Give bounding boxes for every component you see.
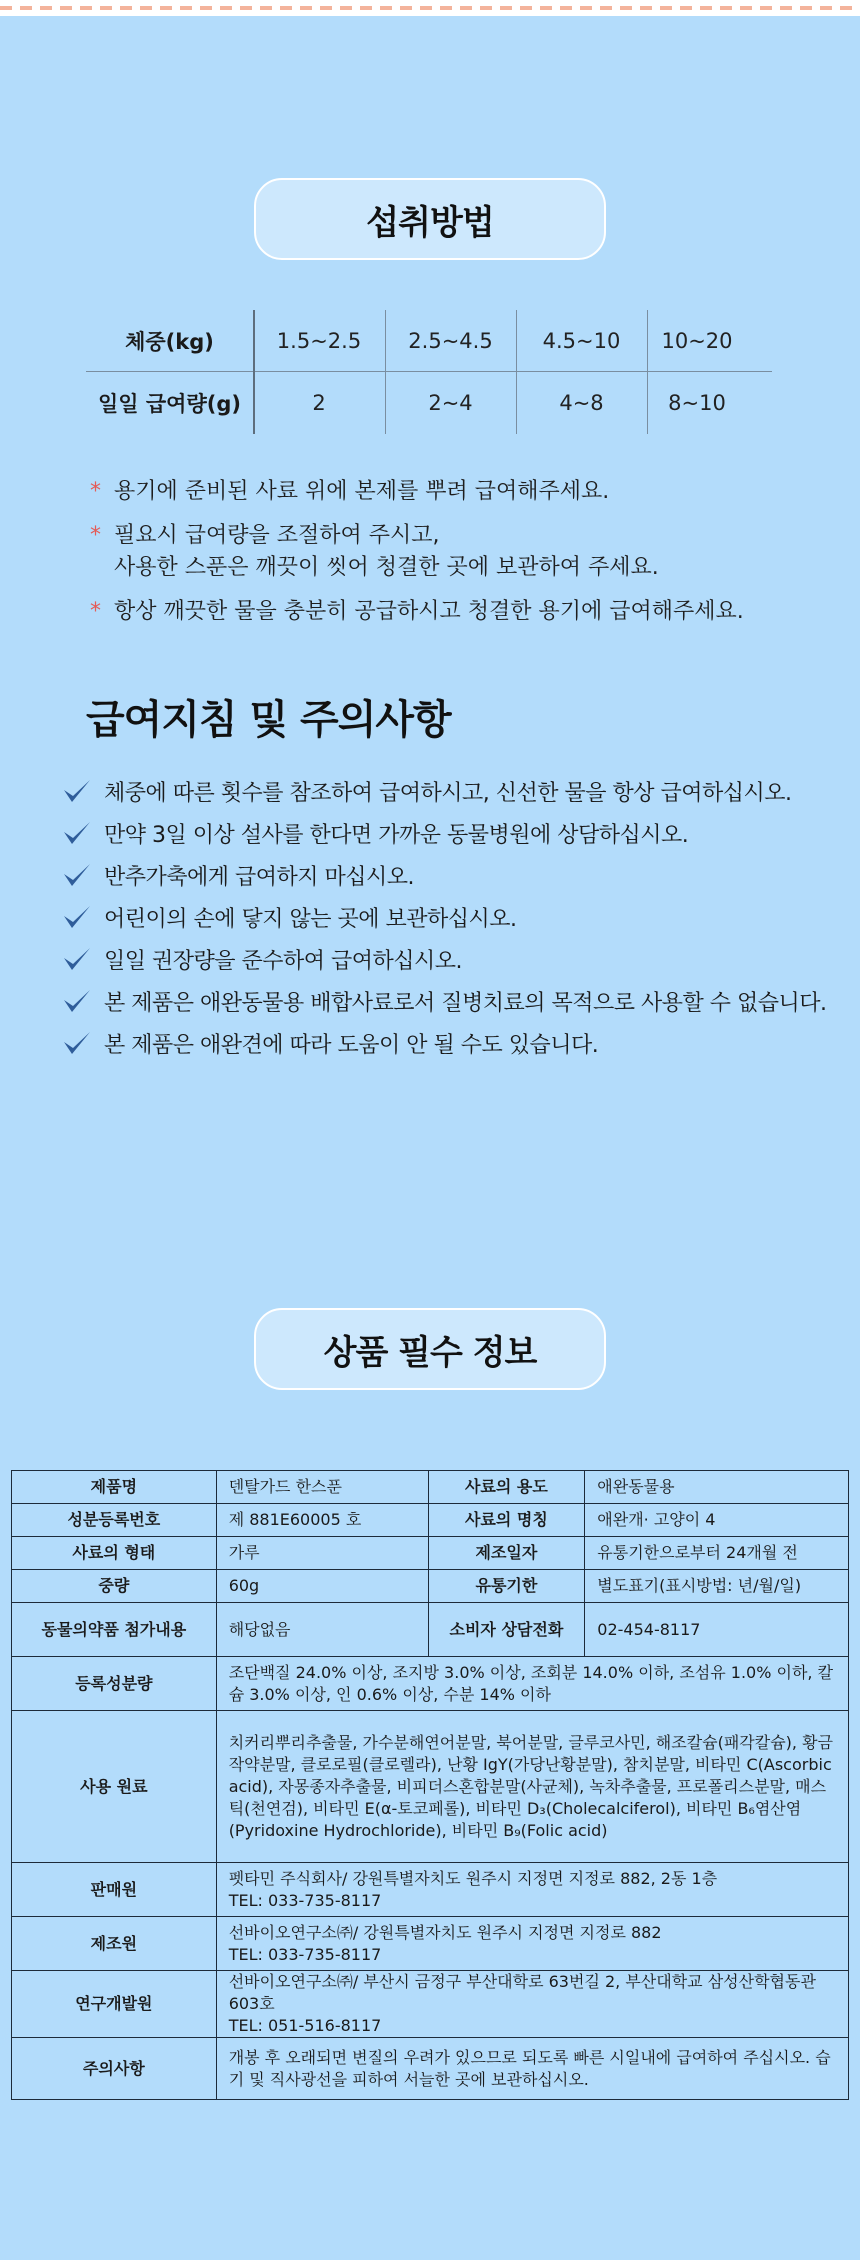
rnd-label: 연구개발원 xyxy=(12,1971,217,2038)
usage-value: 애완동물용 xyxy=(585,1471,849,1504)
table-row xyxy=(12,1603,849,1657)
table-divider xyxy=(385,310,386,434)
seller-label: 판매원 xyxy=(12,1863,217,1917)
seller-address: 펫타민 주식회사/ 강원특별자치도 원주시 지정면 지정로 882, 2동 1층 xyxy=(228,1868,718,1888)
product-name-value: 덴탈가드 한스푼 xyxy=(216,1471,428,1504)
table-row xyxy=(12,1657,849,1711)
guideline-text: 일일 권장량을 준수하여 급여하십시오. xyxy=(104,948,463,974)
guideline-text: 본 제품은 애완견에 따라 도움이 안 될 수도 있습니다. xyxy=(104,1032,599,1058)
table-row xyxy=(12,1971,849,2038)
drug-value: 해당없음 xyxy=(216,1603,428,1657)
weight-label: 중량 xyxy=(12,1570,217,1603)
guideline-text: 어린이의 손에 닿지 않는 곳에 보관하십시오. xyxy=(104,906,517,932)
checkmark-icon xyxy=(62,944,92,974)
guideline-item xyxy=(62,770,842,812)
amount-cell: 8~10 xyxy=(668,391,726,415)
info-title: 상품 필수 정보 xyxy=(254,1308,606,1390)
table-row xyxy=(12,1504,849,1537)
table-divider xyxy=(647,310,648,434)
form-value: 가루 xyxy=(216,1537,428,1570)
asterisk-icon: * xyxy=(90,479,101,504)
feed-name-value: 애완개· 고양이 4 xyxy=(585,1504,849,1537)
maker-tel: TEL: 033-735-8117 xyxy=(228,1944,382,1964)
note-line: 용기에 준비된 사료 위에 본제를 뿌려 급여해주세요. xyxy=(114,479,610,504)
note-item xyxy=(90,596,830,628)
checkmark-icon xyxy=(62,860,92,890)
ingredients-value: 치커리뿌리추출물, 가수분해연어분말, 북어분말, 글루코사민, 해조칼슘(패각칼슘), 황금작약분말, 클로로필(클로렐라), 난황 IgY(가당난황분말), 참치분말, 비타민 C(Ascorbic acid), 자몽종자추출물, 비피더스혼합분말(사균체), 녹차추출물, 프로폴리스분말, 매스틱(천연검), 비타민 E(α-토코페롤), 비타민 D₃(Cholecalciferol), 비타민 B₆염산염(Pyridoxine Hydrochloride), 비타민 B₉(Folic acid) xyxy=(216,1711,848,1863)
rnd-value xyxy=(216,1971,848,2038)
rnd-tel: TEL: 051-516-8117 xyxy=(228,2016,382,2035)
expiry-label: 유통기한 xyxy=(428,1570,585,1603)
amount-label: 일일 급여량(g) xyxy=(98,392,241,416)
table-row xyxy=(12,1537,849,1570)
guideline-text: 체중에 따른 횟수를 참조하여 급여하시고, 신선한 물을 항상 급여하십시오. xyxy=(104,780,792,806)
product-info-table xyxy=(11,1470,849,2100)
guideline-list xyxy=(62,770,842,1064)
drug-label: 동물의약품 첨가내용 xyxy=(12,1603,217,1657)
consumer-value: 02-454-8117 xyxy=(585,1603,849,1657)
note-item xyxy=(90,476,830,508)
top-dashed-border xyxy=(0,0,860,16)
caution-value: 개봉 후 오래되면 변질의 우려가 있으므로 되도록 빠른 시일내에 급여하여 주십시오. 습기 및 직사광선을 피하여 서늘한 곳에 보관하십시오. xyxy=(216,2038,848,2100)
guideline-item xyxy=(62,980,842,1022)
guideline-item xyxy=(62,812,842,854)
table-row xyxy=(12,1863,849,1917)
checkmark-icon xyxy=(62,776,92,806)
checkmark-icon xyxy=(62,818,92,848)
reg-label: 성분등록번호 xyxy=(12,1504,217,1537)
ingredients-label: 사용 원료 xyxy=(12,1711,217,1863)
table-row xyxy=(12,1570,849,1603)
consumer-label: 소비자 상담전화 xyxy=(428,1603,585,1657)
rnd-address: 선바이오연구소㈜/ 부산시 금정구 부산대학로 63번길 2, 부산대학교 삼성산학협동관 603호 xyxy=(228,1972,816,2013)
feed-name-label: 사료의 명칭 xyxy=(428,1504,585,1537)
guideline-item xyxy=(62,1022,842,1064)
note-item xyxy=(90,520,830,584)
checkmark-icon xyxy=(62,986,92,1016)
composition-label: 등록성분량 xyxy=(12,1657,217,1711)
usage-label: 사료의 용도 xyxy=(428,1471,585,1504)
weight-label: 체중(kg) xyxy=(125,329,214,354)
intake-title: 섭취방법 xyxy=(254,178,606,260)
note-line: 항상 깨끗한 물을 충분히 공급하시고 청결한 용기에 급여해주세요. xyxy=(114,599,744,624)
amount-cell: 2 xyxy=(312,391,326,415)
asterisk-icon: * xyxy=(90,523,101,548)
note-line: 필요시 급여량을 조절하여 주시고, xyxy=(114,523,440,548)
guideline-item xyxy=(62,896,842,938)
table-row xyxy=(12,2038,849,2100)
dashed-line xyxy=(0,6,860,10)
reg-value: 제 881E60005 호 xyxy=(216,1504,428,1537)
amount-cell: 4~8 xyxy=(559,391,604,415)
maker-value xyxy=(216,1917,848,1971)
maker-address: 선바이오연구소㈜/ 강원특별자치도 원주시 지정면 지정로 882 xyxy=(228,1922,662,1942)
checkmark-icon xyxy=(62,1028,92,1058)
weight-cell: 10~20 xyxy=(661,328,733,353)
table-divider xyxy=(516,310,517,434)
amount-cell: 2~4 xyxy=(428,391,473,415)
mfg-date-value: 유통기한으로부터 24개월 전 xyxy=(585,1537,849,1570)
maker-label: 제조원 xyxy=(12,1917,217,1971)
caution-label: 주의사항 xyxy=(12,2038,217,2100)
weight-cell: 2.5~4.5 xyxy=(408,328,493,353)
intake-notes xyxy=(90,476,830,640)
guide-title: 급여지침 및 주의사항 xyxy=(86,697,451,743)
table-row xyxy=(12,1917,849,1971)
seller-value xyxy=(216,1863,848,1917)
weight-row xyxy=(86,310,772,372)
table-row xyxy=(12,1471,849,1504)
table-divider xyxy=(253,310,255,434)
feeding-table xyxy=(86,310,772,434)
weight-cell: 1.5~2.5 xyxy=(276,328,362,353)
expiry-value: 별도표기(표시방법: 년/월/일) xyxy=(585,1570,849,1603)
weight-cell: 4.5~10 xyxy=(542,328,621,353)
seller-tel: TEL: 033-735-8117 xyxy=(228,1890,382,1910)
amount-row xyxy=(86,372,772,434)
guideline-text: 본 제품은 애완동물용 배합사료로서 질병치료의 목적으로 사용할 수 없습니다. xyxy=(104,990,827,1016)
weight-value: 60g xyxy=(216,1570,428,1603)
guideline-item xyxy=(62,854,842,896)
form-label: 사료의 형태 xyxy=(12,1537,217,1570)
note-line: 사용한 스푼은 깨끗이 씻어 청결한 곳에 보관하여 주세요. xyxy=(114,555,659,580)
guideline-text: 반추가축에게 급여하지 마십시오. xyxy=(104,864,415,890)
mfg-date-label: 제조일자 xyxy=(428,1537,585,1570)
asterisk-icon: * xyxy=(90,599,101,624)
guideline-text: 만약 3일 이상 설사를 한다면 가까운 동물병원에 상담하십시오. xyxy=(104,822,689,848)
checkmark-icon xyxy=(62,902,92,932)
composition-value: 조단백질 24.0% 이상, 조지방 3.0% 이상, 조회분 14.0% 이하, 조섬유 1.0% 이하, 칼슘 3.0% 이상, 인 0.6% 이상, 수분 14% 이하 xyxy=(216,1657,848,1711)
product-name-label: 제품명 xyxy=(12,1471,217,1504)
table-row xyxy=(12,1711,849,1863)
guideline-item xyxy=(62,938,842,980)
